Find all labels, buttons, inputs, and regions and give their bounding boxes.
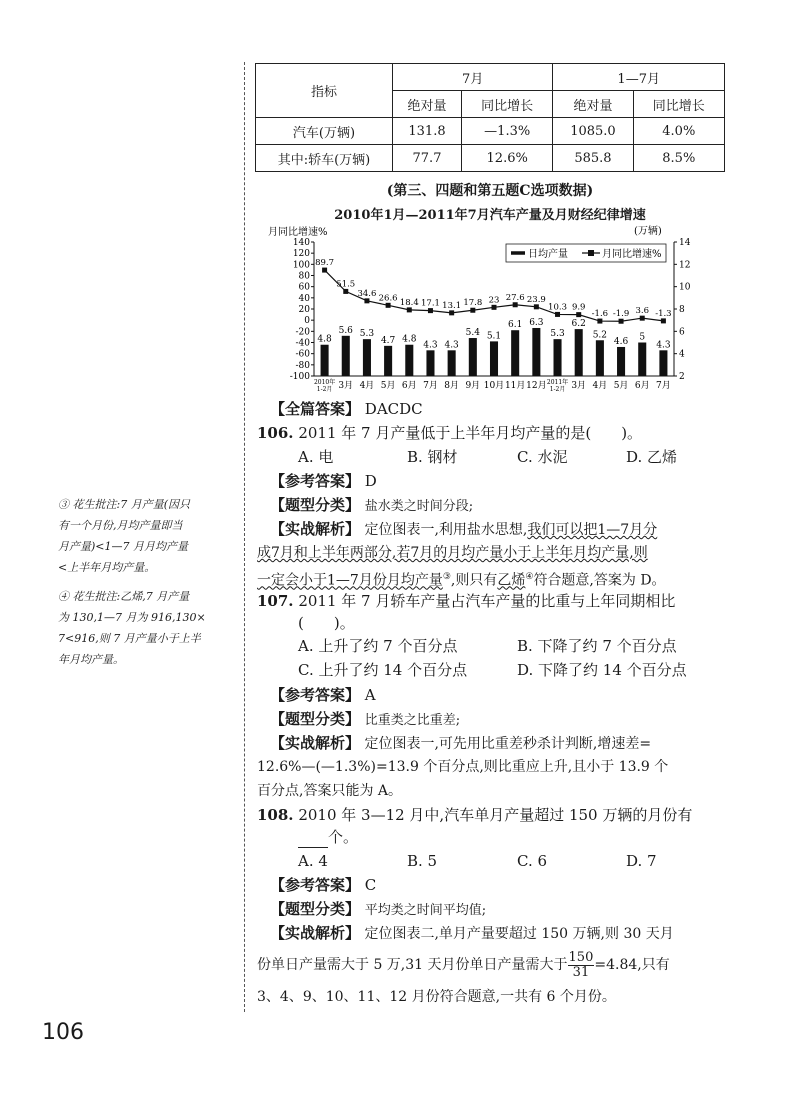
margin-note-3: [58, 494, 238, 578]
x-tick-label: 2010年: [313, 379, 336, 386]
q107-option-b: B. 下降了约 7 个百分点: [517, 637, 677, 655]
line-value-label: -1.6: [591, 309, 609, 320]
bar-value-label: 5.4: [465, 328, 480, 339]
reference-label: 【参考答案】: [270, 472, 361, 490]
analysis-highlight: 我们可以把1—7月分: [527, 522, 658, 538]
analysis-text: 符合题意,答案为 D。: [533, 572, 666, 589]
analysis-highlight: 乙烯: [497, 572, 526, 589]
note-line: <上半年月均产量。: [58, 561, 156, 574]
line-value-label: -1.9: [612, 309, 630, 320]
fraction-denominator: 31: [572, 964, 590, 980]
table-cell: 4.0%: [633, 118, 724, 145]
table-header-abs: 绝对量: [553, 91, 633, 118]
table-header-jan-jul: 1—7月: [553, 64, 725, 91]
bar-value-label: 4.8: [317, 334, 332, 345]
table-cell: 汽车(万辆): [256, 118, 393, 145]
x-tick-label: 7月: [656, 381, 671, 391]
x-tick-label: 8月: [444, 381, 460, 391]
line-value-label: 17.8: [463, 298, 483, 309]
bar-value-label: 5.2: [592, 330, 608, 341]
q108-option-a: A. 4: [298, 852, 328, 870]
q108-stem: [257, 804, 692, 826]
q106-option-a: A. 电: [298, 448, 334, 466]
left-tick-label: -20: [295, 327, 310, 338]
x-tick-label: 5月: [613, 381, 629, 391]
q107-option-c: C. 上升了约 14 个百分点: [298, 661, 468, 679]
line-point: [619, 319, 624, 324]
type-label: 【题型分类】: [270, 900, 361, 918]
answers-label: 【全篇答案】: [270, 400, 361, 418]
q107-analysis-2: 12.6%—(—1.3%)=13.9 个百分点,则比重应上升,且小于 13.9 个: [257, 759, 669, 775]
q106-option-b: B. 钢材: [407, 448, 458, 466]
q106-text: 2011 年 7 月产量低于上半年月均产量的是( )。: [298, 424, 643, 442]
q106-option-d: D. 乙烯: [626, 448, 678, 466]
bar: [342, 336, 350, 376]
q107-option-d: D. 下降了约 14 个百分点: [517, 661, 687, 679]
production-chart: [262, 222, 708, 398]
table-cell: 8.5%: [633, 145, 724, 172]
line-point: [470, 308, 475, 313]
bar-value-label: 4.8: [402, 334, 417, 345]
margin-note-4: [58, 586, 238, 670]
left-tick-label: 60: [298, 282, 310, 293]
legend-bar-label: 日均产量: [528, 249, 568, 260]
bar-value-label: 4.3: [656, 340, 671, 351]
footnote-marker: ③: [442, 572, 451, 582]
q107-text: 2011 年 7 月轿车产量占汽车产量的比重与上年同期相比: [298, 592, 676, 610]
section-title: (第三、四题和第五题C选项数据): [386, 183, 594, 199]
reference-label: 【参考答案】: [270, 686, 361, 704]
x-tick-label: 1-2月: [549, 386, 566, 393]
note-line: 月产量)<1—7 月月均产量: [58, 540, 189, 553]
bar: [511, 330, 519, 376]
type-value: 盐水类之时间分段;: [364, 499, 474, 514]
type-value: 比重类之比重差;: [364, 713, 461, 728]
line-value-label: 34.6: [357, 288, 377, 299]
note-line: 7<916,则 7 月产量小于上半: [58, 632, 201, 645]
bar: [554, 339, 562, 376]
q107-option-a: A. 上升了约 7 个百分点: [298, 637, 458, 655]
q106-option-c: C. 水泥: [517, 448, 568, 466]
margin-divider: [244, 62, 245, 1012]
note-line: ④ 花生批注:乙烯,7 月产量: [58, 590, 190, 603]
line-point: [343, 289, 348, 294]
bar-value-label: 5.6: [338, 325, 353, 336]
line-point: [428, 308, 433, 313]
line-value-label: 9.9: [571, 302, 586, 313]
table-cell: 585.8: [553, 145, 633, 172]
bar-value-label: 5.3: [359, 329, 375, 340]
bar: [448, 350, 456, 376]
q108-option-c: C. 6: [517, 852, 548, 870]
reference-value: C: [364, 876, 377, 894]
legend-line-swatch: [588, 250, 594, 256]
analysis-text: 定位图表二,单月产量要超过 150 万辆,则 30 天月: [364, 926, 674, 942]
data-table: [255, 63, 725, 172]
q106-analysis-1: [270, 518, 657, 541]
line-value-label: 13.1: [442, 300, 462, 311]
type-label: 【题型分类】: [270, 710, 361, 728]
left-tick-label: 140: [292, 238, 310, 248]
bar: [575, 329, 583, 376]
q107-analysis-1: [270, 732, 651, 755]
bar: [363, 339, 371, 376]
x-tick-label: 10月: [483, 381, 505, 391]
chart-legend: [506, 244, 666, 262]
right-tick-label: 14: [679, 238, 691, 248]
x-tick-label: 4月: [592, 381, 608, 391]
x-tick-label: 5月: [380, 381, 396, 391]
right-tick-label: 6: [679, 327, 685, 338]
q108-stem-2: [298, 826, 358, 848]
line-point: [449, 310, 454, 315]
page-number: 106: [42, 1020, 84, 1045]
note-line: 有一个月份,月均产量即当: [58, 519, 183, 532]
right-tick-label: 10: [679, 282, 691, 293]
answer-blank: [298, 831, 328, 848]
line-point: [386, 303, 391, 308]
bar: [638, 343, 646, 377]
line-value-label: -1.3: [655, 308, 672, 319]
q108-analysis-1: [270, 922, 674, 945]
x-tick-label: 1-2月: [316, 386, 333, 393]
left-tick-label: -40: [295, 338, 310, 349]
analysis-label: 【实战解析】: [270, 734, 361, 752]
right-tick-label: 8: [679, 305, 685, 315]
line-value-label: 23: [488, 295, 500, 306]
x-tick-label: 6月: [634, 381, 650, 391]
left-axis-label: 月同比增速%: [268, 227, 328, 238]
line-value-label: 89.7: [315, 258, 335, 269]
line-point: [513, 302, 518, 307]
table-header-indicator: 指标: [256, 64, 393, 118]
bar-value-label: 6.1: [508, 320, 523, 331]
bar: [617, 347, 625, 376]
line-point: [322, 268, 327, 273]
analysis-label: 【实战解析】: [270, 520, 361, 538]
line-value-label: 27.6: [505, 292, 525, 303]
line-point: [555, 312, 560, 317]
table-row: [256, 118, 725, 145]
table-cell: —1.3%: [461, 118, 552, 145]
table-header-july: 7月: [393, 64, 553, 91]
bar-value-label: 5.1: [486, 331, 502, 342]
line-point: [576, 312, 581, 317]
q106-type: [270, 494, 473, 518]
x-tick-label: 9月: [465, 381, 481, 391]
q108-analysis-2: [257, 948, 670, 982]
q106-analysis-2: 成7月和上半年两部分,若7月的月均产量小于上半年月均产量,则: [257, 545, 648, 561]
fraction-numerator: 150: [568, 949, 594, 965]
bar-value-label: 5.3: [550, 329, 565, 340]
x-tick-label: 11月: [504, 381, 526, 391]
q108-analysis-3: 3、4、9、10、11、12 月份符合题意,一共有 6 个月份。: [257, 989, 616, 1005]
line-point: [640, 316, 645, 321]
analysis-text: =4.84,只有: [594, 957, 670, 973]
right-axis-label: (万辆): [634, 226, 662, 237]
x-tick-label: 7月: [423, 381, 438, 391]
note-line: 为 130,1—7 月为 916,130×: [58, 611, 206, 624]
q108-type: [270, 898, 486, 922]
legend-line-label: 月同比增速%: [602, 249, 662, 260]
x-tick-label: 2011年: [546, 379, 569, 386]
left-tick-label: 20: [298, 305, 310, 315]
q107-reference: [270, 684, 376, 706]
bar: [469, 338, 477, 376]
q107-stem-2: ( )。: [298, 614, 355, 632]
table-cell: 77.7: [393, 145, 462, 172]
q107-analysis-3: 百分点,答案只能为 A。: [257, 783, 403, 799]
x-tick-label: 4月: [359, 381, 375, 391]
left-tick-label: -60: [295, 349, 310, 360]
type-label: 【题型分类】: [270, 496, 361, 514]
bar: [321, 345, 329, 376]
x-tick-label: 3月: [338, 381, 354, 391]
bar-value-label: 4.3: [423, 340, 438, 351]
left-tick-label: 100: [292, 260, 310, 271]
line-value-label: 17.1: [421, 298, 440, 309]
left-tick-label: 120: [292, 249, 310, 260]
q106-analysis-3: [257, 566, 666, 592]
bar: [490, 341, 498, 376]
bar-value-label: 6.3: [529, 317, 544, 328]
bar: [384, 346, 392, 376]
footnote-marker: ④: [525, 572, 534, 582]
line-point: [364, 298, 369, 303]
reference-value: A: [364, 686, 376, 704]
bar-value-label: 6.2: [571, 319, 586, 330]
fraction: [568, 951, 595, 980]
table-cell: 其中:轿车(万辆): [256, 145, 393, 172]
bar-value-label: 4.3: [444, 340, 459, 351]
line-point: [534, 304, 539, 309]
table-header-abs: 绝对量: [393, 91, 462, 118]
x-tick-label: 6月: [401, 381, 417, 391]
q108-text: 2010 年 3—12 月中,汽车单月产量超过 150 万辆的月份有: [298, 806, 693, 824]
table-header-yoy: 同比增长: [633, 91, 724, 118]
reference-value: D: [364, 472, 377, 490]
right-tick-label: 12: [679, 260, 691, 271]
type-value: 平均类之时间平均值;: [364, 903, 487, 918]
note-line: 年月均产量。: [58, 653, 124, 666]
right-tick-label: 4: [679, 349, 685, 360]
bar-value-label: 4.7: [380, 335, 396, 346]
right-tick-label: 2: [679, 372, 685, 382]
line-value-label: 10.3: [548, 302, 567, 313]
line-point: [661, 318, 666, 323]
reference-label: 【参考答案】: [270, 876, 361, 894]
q108-number: 108.: [257, 806, 294, 824]
x-tick-label: 12月: [526, 381, 547, 391]
bar-value-label: 4.6: [613, 336, 629, 347]
bar: [532, 328, 540, 376]
table-header-yoy: 同比增长: [461, 91, 552, 118]
bar: [596, 340, 604, 376]
q108-option-b: B. 5: [407, 852, 438, 870]
q106-reference: [270, 470, 377, 492]
bar: [405, 345, 413, 376]
table-cell: 12.6%: [461, 145, 552, 172]
q108-reference: [270, 874, 376, 896]
q106-number: 106.: [257, 424, 294, 442]
left-tick-label: 80: [298, 271, 310, 282]
bar: [659, 350, 667, 376]
x-tick-label: 3月: [571, 381, 587, 391]
line-point: [597, 319, 602, 324]
table-cell: 1085.0: [553, 118, 633, 145]
line-value-label: 18.4: [399, 297, 419, 308]
analysis-text: ,则只有: [450, 572, 498, 589]
line-point: [492, 305, 497, 310]
analysis-text: 定位图表一,利用盐水思想,: [364, 522, 528, 538]
q107-number: 107.: [257, 592, 294, 610]
note-line: ③ 花生批注:7 月产量(因只: [58, 498, 190, 511]
q108-text-2: 个。: [328, 828, 359, 846]
q107-type: [270, 708, 460, 732]
line-value-label: 51.5: [336, 279, 356, 290]
left-tick-label: 0: [304, 316, 310, 327]
line-value-label: 3.6: [635, 306, 650, 317]
q106-stem: [257, 422, 642, 444]
left-tick-label: -80: [295, 360, 310, 371]
analysis-highlight: 一定会小于1—7月份月均产量: [257, 572, 443, 589]
answers-value: DACDC: [364, 400, 423, 418]
line-value-label: 26.6: [378, 293, 398, 304]
analysis-label: 【实战解析】: [270, 924, 361, 942]
table-row: [256, 145, 725, 172]
left-tick-label: -100: [289, 372, 310, 382]
chart-title: 2010年1月—2011年7月汽车产量及月财经纪律增速: [334, 208, 646, 223]
q107-stem: [257, 590, 675, 612]
analysis-text: 份单日产量需大于 5 万,31 天月份单日产量需大于: [257, 957, 568, 973]
line-point: [407, 307, 412, 312]
answers-line: [270, 398, 423, 420]
analysis-text: 定位图表一,可先用比重差秒杀计判断,增速差=: [364, 736, 652, 752]
line-value-label: 23.9: [526, 294, 546, 305]
table-cell: 131.8: [393, 118, 462, 145]
bar-value-label: 5: [639, 332, 646, 343]
q108-option-d: D. 7: [626, 852, 657, 870]
left-tick-label: 40: [298, 293, 310, 304]
bar: [426, 350, 434, 376]
